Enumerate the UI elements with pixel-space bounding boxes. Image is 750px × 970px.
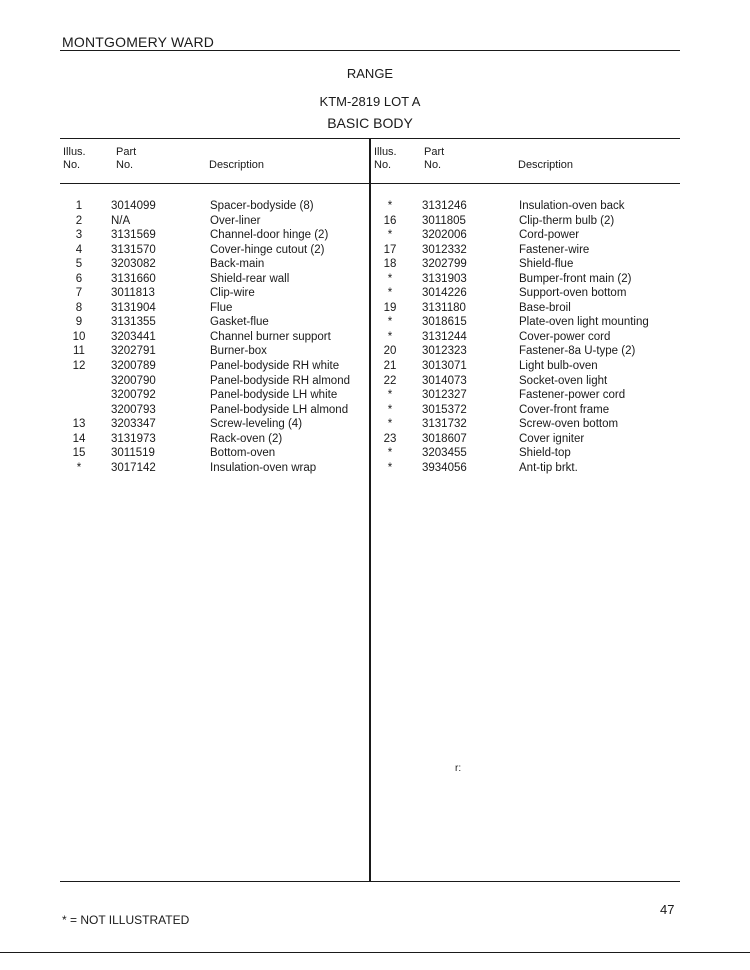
illus-number: 7 (75, 287, 83, 300)
part-number: 3131732 (422, 418, 467, 431)
part-description: Shield-flue (519, 258, 574, 271)
header-part-left: Part No. (116, 146, 137, 171)
table-row (374, 404, 680, 419)
part-description: Fastener-power cord (519, 389, 626, 402)
header-description-left: Description (209, 159, 265, 171)
part-number: 3013071 (422, 360, 467, 373)
column-divider (369, 138, 371, 881)
illus-number: * (387, 461, 393, 474)
part-description: Ant-tip brkt. (519, 461, 578, 474)
table-row (62, 360, 367, 375)
part-number: 3012323 (422, 345, 467, 358)
illus-number: 18 (383, 258, 397, 271)
part-number: 3203347 (111, 418, 156, 431)
part-number: 3202006 (422, 229, 467, 242)
illus-number: 11 (73, 345, 85, 358)
illus-number: 8 (75, 301, 83, 314)
illus-number: 2 (75, 214, 83, 227)
illus-number: 1 (75, 200, 83, 212)
table-row (374, 360, 680, 375)
part-description: Burner-box (210, 345, 267, 358)
part-number: 3131246 (422, 200, 467, 212)
table-row (374, 258, 680, 273)
illus-number: 17 (383, 243, 397, 256)
table-row (62, 287, 367, 302)
parts-list-left (62, 200, 367, 476)
part-description: Bumper-front main (2) (519, 272, 632, 285)
part-description: Plate-oven light mounting (519, 316, 649, 329)
part-description: Screw-leveling (4) (210, 418, 303, 431)
table-row (62, 302, 367, 317)
part-description: Channel burner support (210, 330, 331, 343)
part-description: Socket-oven light (519, 374, 608, 387)
part-number: 3203082 (111, 258, 156, 271)
part-number: N/A (111, 214, 131, 227)
part-number: 3014073 (422, 374, 467, 387)
part-description: Back-main (210, 258, 265, 271)
top-rule (60, 50, 680, 51)
illus-number: 6 (75, 272, 83, 285)
header-part-right: Part No. (424, 146, 445, 171)
part-description: Panel-bodyside RH white (210, 360, 340, 373)
part-description: Panel-bodyside RH almond (210, 374, 350, 387)
illus-number: 5 (75, 258, 83, 271)
part-description: Base-broil (519, 301, 571, 314)
part-number: 3200793 (111, 403, 156, 416)
model-number: KTM-2819 LOT A (319, 94, 421, 109)
table-row (374, 418, 680, 433)
part-description: Clip-therm bulb (2) (519, 214, 615, 227)
part-description: Fastener-wire (519, 243, 590, 256)
part-number: 3014226 (422, 287, 467, 300)
part-number: 3131973 (111, 432, 156, 445)
illus-number: 13 (72, 418, 86, 431)
part-number: 3017142 (111, 461, 156, 474)
part-description: Light bulb-oven (519, 360, 598, 373)
illus-number: * (76, 461, 82, 474)
part-description: Support-oven bottom (519, 287, 627, 300)
illus-number: * (387, 200, 393, 212)
part-description: Shield-rear wall (210, 272, 290, 285)
illus-number: * (387, 330, 393, 343)
brand-name: MONTGOMERY WARD (62, 34, 215, 50)
stray-mark: r: (455, 763, 462, 774)
part-description: Cord-power (519, 229, 580, 242)
header-illus-left: Illus. No. (63, 146, 86, 171)
part-number: 3012327 (422, 389, 467, 402)
illus-number: * (387, 287, 393, 300)
table-row (62, 200, 367, 215)
illus-number: 9 (75, 316, 83, 329)
illus-number: 14 (72, 432, 86, 445)
illus-number: * (387, 316, 393, 329)
part-number: 3012332 (422, 243, 467, 256)
header-description-right: Description (518, 159, 574, 171)
part-number: 3131180 (422, 301, 466, 314)
table-row (374, 215, 680, 230)
illus-number: * (387, 229, 393, 242)
table-row (62, 215, 367, 230)
part-description: Gasket-flue (210, 316, 269, 329)
table-row (62, 229, 367, 244)
part-description: Panel-bodyside LH almond (210, 403, 349, 416)
table-row (62, 316, 367, 331)
illus-number: 12 (72, 360, 86, 373)
table-row (62, 331, 367, 346)
part-number: 3131570 (111, 243, 156, 256)
table-row (62, 244, 367, 259)
table-row (374, 302, 680, 317)
part-description: Cover-front frame (519, 403, 610, 416)
part-number: 3202799 (422, 258, 467, 271)
illus-number: * (387, 447, 393, 460)
part-description: Insulation-oven back (519, 200, 625, 212)
part-number: 3011813 (111, 287, 155, 300)
part-number: 3131355 (111, 316, 156, 329)
table-bottom-rule (60, 881, 680, 882)
illus-number: 19 (383, 301, 397, 314)
table-row (374, 345, 680, 360)
parts-list-right (374, 200, 680, 476)
part-description: Fastener-8a U-type (2) (519, 345, 636, 358)
illus-number: 4 (75, 243, 83, 256)
part-number: 3131660 (111, 272, 156, 285)
document-title: RANGE (346, 66, 394, 81)
part-number: 3200790 (111, 374, 156, 387)
part-number: 3131569 (111, 229, 156, 242)
table-row (374, 229, 680, 244)
table-row (374, 462, 680, 477)
table-row (374, 331, 680, 346)
part-description: Channel-door hinge (2) (210, 229, 329, 242)
table-row (62, 447, 367, 462)
part-description: Shield-top (519, 447, 571, 460)
illus-number: 15 (72, 447, 86, 460)
part-description: Spacer-bodyside (8) (210, 200, 314, 212)
illus-number: * (387, 272, 393, 285)
table-row (62, 258, 367, 273)
illus-number: 3 (75, 229, 83, 242)
part-description: Insulation-oven wrap (210, 461, 317, 474)
part-number: 3131904 (111, 301, 156, 314)
part-number: 3015372 (422, 403, 467, 416)
table-row (62, 433, 367, 448)
table-row (62, 273, 367, 288)
part-number: 3011805 (422, 214, 466, 227)
table-row (374, 316, 680, 331)
table-row (62, 404, 367, 419)
part-description: Cover-hinge cutout (2) (210, 243, 325, 256)
table-row (374, 200, 680, 215)
part-number: 3200792 (111, 389, 156, 402)
part-description: Flue (210, 301, 233, 314)
part-description: Cover igniter (519, 432, 585, 445)
table-row (374, 447, 680, 462)
part-number: 3131244 (422, 330, 467, 343)
table-row (62, 462, 367, 477)
table-row (62, 345, 367, 360)
part-number: 3011519 (111, 447, 155, 460)
part-description: Cover-power cord (519, 330, 611, 343)
table-row (374, 273, 680, 288)
illus-number: 22 (383, 374, 397, 387)
part-description: Bottom-oven (210, 447, 276, 460)
illus-number: * (387, 418, 393, 431)
part-number: 3203455 (422, 447, 467, 460)
part-number: 3202791 (111, 345, 156, 358)
part-number: 3131903 (422, 272, 467, 285)
illus-number: 20 (383, 345, 397, 358)
section-title: BASIC BODY (327, 115, 413, 131)
illus-number: 23 (383, 432, 397, 445)
footnote: * = NOT ILLUSTRATED (62, 913, 190, 927)
part-number: 3018615 (422, 316, 467, 329)
page-bottom-rule (0, 952, 750, 953)
part-number: 3018607 (422, 432, 467, 445)
part-description: Screw-oven bottom (519, 418, 619, 431)
part-description: Over-liner (210, 214, 261, 227)
part-description: Panel-bodyside LH white (210, 389, 338, 402)
part-description: Clip-wire (210, 287, 255, 300)
table-row (374, 433, 680, 448)
table-row (62, 418, 367, 433)
table-row (374, 389, 680, 404)
part-number: 3200789 (111, 360, 156, 373)
header-illus-right: Illus. No. (374, 146, 397, 171)
part-number: 3934056 (422, 461, 467, 474)
page-mark: 47 (660, 902, 675, 917)
illus-number: 21 (383, 360, 397, 373)
table-row (374, 244, 680, 259)
illus-number: 10 (72, 330, 86, 343)
table-row (62, 389, 367, 404)
part-number: 3014099 (111, 200, 156, 212)
table-row (62, 375, 367, 390)
table-row (374, 287, 680, 302)
table-row (374, 375, 680, 390)
illus-number: 16 (383, 214, 397, 227)
illus-number: * (387, 389, 393, 402)
part-number: 3203441 (111, 330, 156, 343)
part-description: Rack-oven (2) (210, 432, 283, 445)
illus-number: * (387, 403, 393, 416)
